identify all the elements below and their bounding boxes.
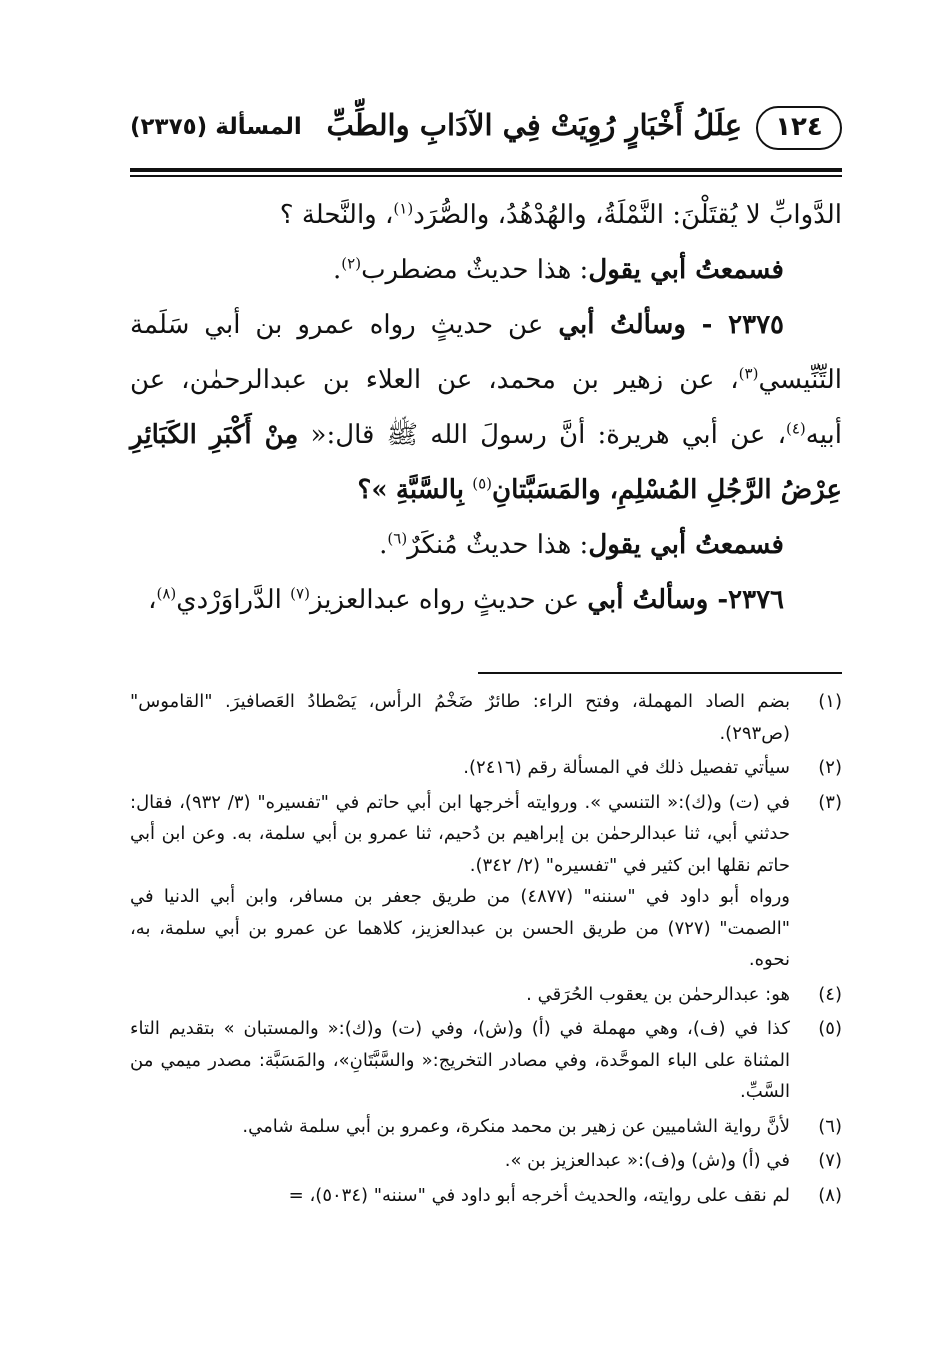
footnote-text: لأنَّ رواية الشاميين عن زهير بن محمد منكرة، وعمرو بن أبي سلمة شامي. [242,1115,790,1137]
footnote-item [130,979,842,1011]
footnote-item [130,752,842,784]
text-segment: عن حديثٍ رواه عبدالعزيز [309,585,580,615]
question-number: ٢٣٧٥ - وسألتُ أبي [558,310,785,340]
footnote-text: كذا في (ف)، وهي مهملة في (أ) و(ش)، وفي (ت) و(ك):« والمستبان » بتقديم التاء المثناة على الباء الموحَّدة، وفي مصادر التخريج:« والسَّبَّتَانِ»، والمَسَبَّة: مصدر ميمي من السَّبِّ. [130,1018,790,1102]
footnote-number: (٧) [818,1150,842,1171]
footnote-item [130,686,842,749]
text-segment: ، والنَّحلة ؟ [279,200,394,230]
footnote-text-continued: ورواه أبو داود في "سننه" (٤٨٧٧) من طريق جعفر بن مسافر، وابن أبي الدنيا في "الصمت" (٧٢٧) من طريق الحسن بن عبدالعزيز، كلاهما عن عمرو بن أبي سلمة، به، نحوه. [130,886,790,970]
footnote-text: في (ت) و(ك):« التنسي ». وروايته أخرجها ابن أبي حاتم في "تفسيره" (٣/ ٩٣٢)، فقال: حدثني أبي، ثنا عبدالرحمٰن بن إبراهيم بن دُحيم، ثنا عمرو بن أبي سلمة، به. وعن ابن أبي حاتم نقلها ابن كثير في "تفسيره" (٢/ ٣٤٢). [130,791,791,876]
footnote-ref: (٦) [387,529,408,548]
footnote-ref: (٣) [738,364,759,383]
footnote-number: (٥) [818,1018,842,1039]
footnote-item [130,1180,842,1212]
hadith-text: بِالسَّبَّةِ [395,475,464,505]
text-segment: الدَّوابِّ لا يُقتَلْنَ: النَّمْلَةُ، والهُدْهُدُ، والصُّرَد [413,200,842,230]
header-rule-thick [130,168,842,172]
footnote-text: لم نقف على روايته، والحديث أخرجه أبو داود في "سننه" (٥٠٣٤)، = [288,1184,790,1206]
text-line [130,353,842,408]
speaker-lead: فسمعتُ أبي يقول [588,530,784,560]
footnote-number: (٢) [818,757,842,778]
footnote-ref: (٢) [341,254,362,273]
footnote-number: (١) [818,691,842,712]
footnote-ref: (١) [393,199,414,218]
text-line [130,408,842,463]
speaker-lead: فسمعتُ أبي يقول [588,255,784,285]
footnote-ref: (٧) [290,584,310,603]
footnote-number: (٣) [818,791,842,813]
footnote-text: في (أ) و(ش) و(ف):« عبدالعزيز بن ». [504,1150,790,1171]
main-text [130,188,842,628]
footnote-text: سيأتي تفصيل ذلك في المسألة رقم (٢٤١٦). [463,757,790,778]
hadith-text: عِرْضُ الرَّجُلِ المُسْلِمِ، والمَسَبَّتانِ [491,475,842,505]
text-segment: : هذا حديثٌ مضطرب [361,255,589,285]
text-segment: التِّنِّيسي [758,365,842,395]
text-segment: عن حديثٍ رواه عمرو بن أبي سَلَمة [130,310,544,340]
page-header [130,100,842,162]
footnotes [130,686,842,1214]
question-heading-line [130,298,842,353]
header-rule-thin [130,175,842,177]
text-line [130,243,842,298]
page-number-badge: ١٢٤ [756,106,842,150]
footnote-text: بضم الصاد المهملة، وفتح الراء: طائرٌ ضَخْمُ الرأس، يَصْطادُ العَصافيرَ. "القاموس" (ص٢٩٣). [130,691,790,744]
footnote-item [130,787,842,976]
question-reference: المسألة (٢٣٧٥) [130,114,302,140]
text-segment: أبيه [805,420,842,450]
footnote-separator [478,672,842,674]
question-heading-line [130,573,842,628]
text-segment: الدَّراوَرْدي [176,585,282,615]
footnote-text: هو: عبدالرحمٰن بن يعقوب الحُرَقي . [526,983,790,1005]
footnote-number: (٨) [818,1184,842,1206]
question-number: ٢٣٧٦- وسألتُ أبي [587,585,784,615]
footnote-number: (٤) [818,983,842,1005]
footnote-item [130,1013,842,1108]
text-segment: ، [148,585,157,615]
footnote-item [130,1145,842,1177]
footnote-ref: (٤) [785,419,806,438]
hadith-text: مِنْ أَكْبَرِ الكَبَائِرِ [130,420,299,450]
footnote-ref: (٨) [156,584,177,603]
text-line [130,188,842,243]
text-line [130,518,842,573]
footnote-item [130,1111,842,1143]
text-segment: : هذا حديثٌ مُنكَرٌ [407,530,589,560]
text-segment: »؟ [357,475,388,505]
text-segment: . [333,255,342,285]
footnote-number: (٦) [818,1115,842,1137]
footnote-ref: (٥) [472,474,492,493]
book-title: عِلَلُ أَخْبَارٍ رُوِيَتْ فِي الآدَابِ والطِّبِّ [326,108,742,142]
text-segment: ، عن أبي هريرة: أنَّ رسولَ الله ﷺ قال:« [310,420,786,450]
text-segment: . [379,530,388,560]
text-segment: ، عن زهير بن محمد، عن العلاء بن عبدالرحمٰن، عن [130,365,739,395]
text-line [130,463,842,518]
